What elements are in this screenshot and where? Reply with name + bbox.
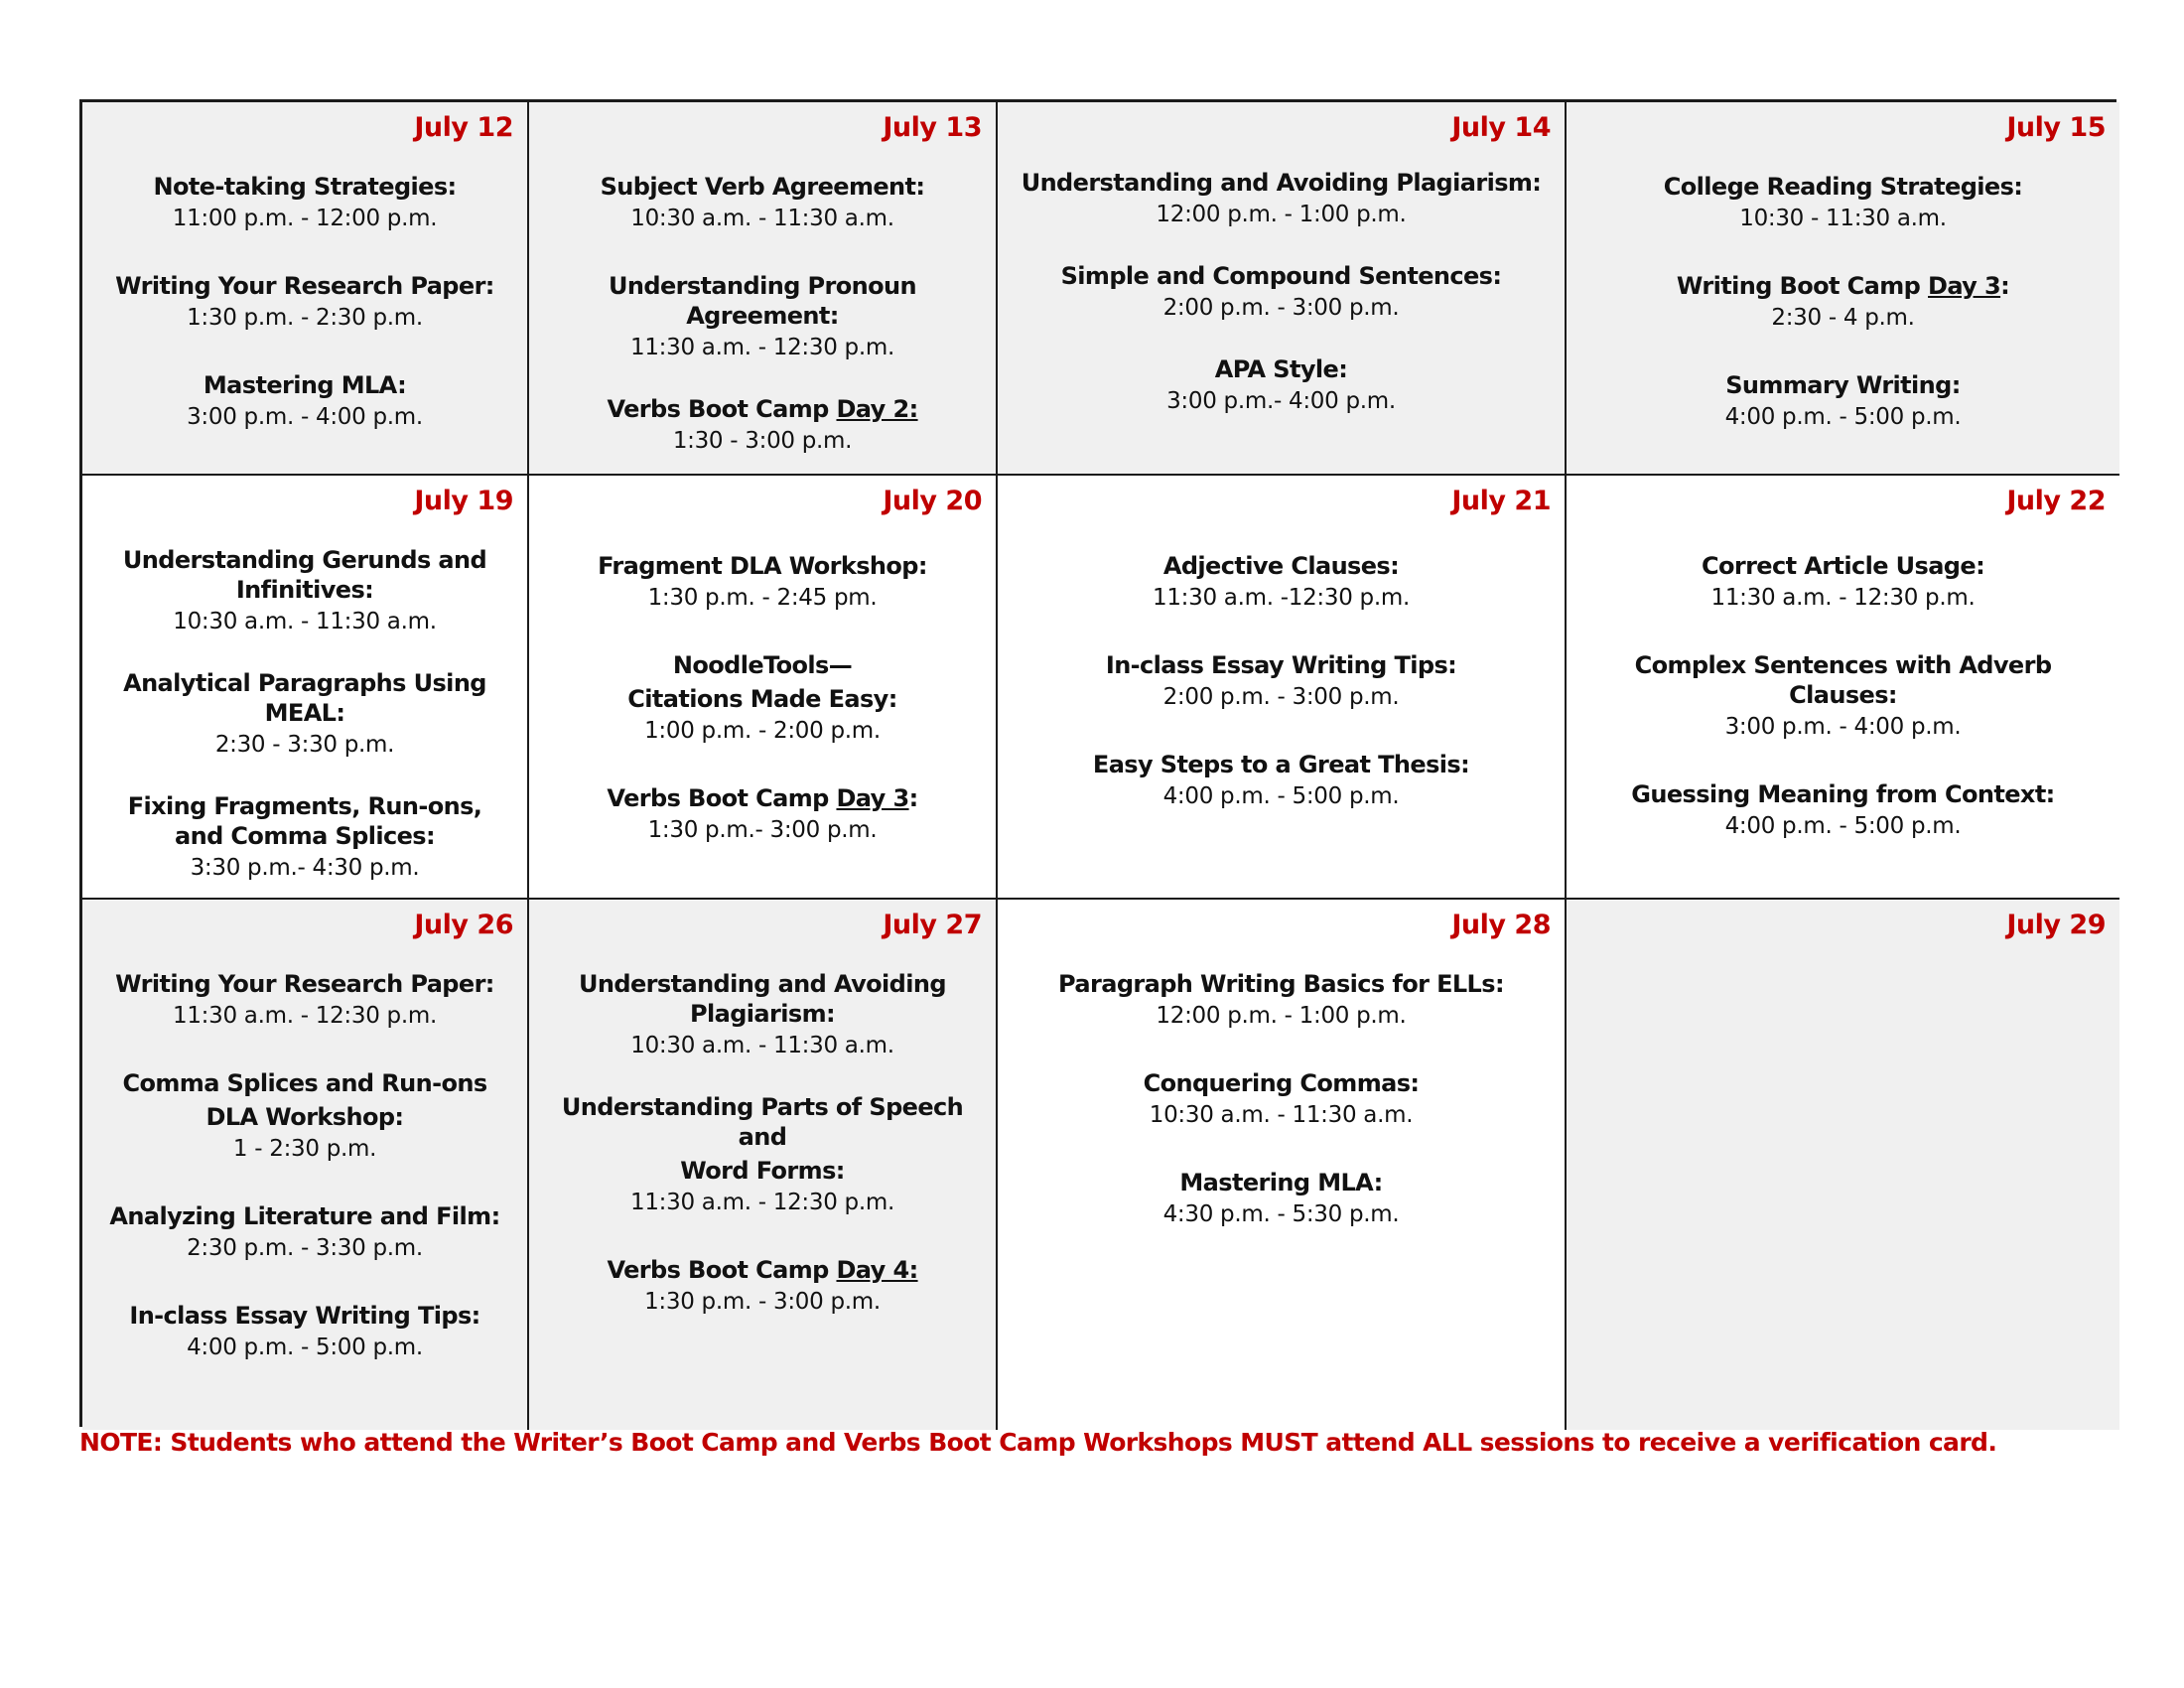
workshop-title [1584, 779, 2102, 809]
workshop-title-text: Fragment DLA Workshop: [598, 552, 927, 580]
workshop-title-text: Verbs Boot Camp [607, 1256, 837, 1284]
workshop-title [1016, 551, 1547, 581]
workshop-time: 2:30 - 4 p.m. [1771, 305, 1915, 331]
event-list [1567, 172, 2119, 470]
workshop-title [100, 1068, 509, 1098]
workshop-time: 10:30 a.m. - 11:30 a.m. [1149, 1102, 1414, 1128]
workshop-title-text: Writing Your Research Paper: [115, 272, 494, 300]
workshop-event [1567, 551, 2119, 615]
workshop-time: 1 - 2:30 p.m. [232, 1136, 377, 1162]
workshop-title [100, 1301, 509, 1331]
workshop-time: 11:30 a.m. - 12:30 p.m. [630, 1190, 894, 1215]
day-cell [82, 102, 529, 476]
workshop-title [1016, 750, 1547, 779]
workshop-title-text: Understanding and Avoiding Plagiarism: [1021, 169, 1542, 197]
day-date: July 22 [2006, 486, 2106, 516]
workshop-event [82, 545, 527, 638]
workshop-title [547, 1255, 978, 1285]
workshop-time: 11:30 a.m. - 12:30 p.m. [1710, 585, 1976, 611]
workshop-title [1016, 650, 1547, 680]
workshop-event [82, 271, 527, 335]
workshop-event [529, 271, 996, 364]
verification-note: NOTE: Students who attend the Writer’s Boot Camp and Verbs Boot Camp Workshops MUST attend ALL sessions to receive a verification card. [79, 1428, 1997, 1457]
workshop-title [547, 1092, 978, 1152]
workshop-event [998, 1168, 1565, 1231]
day-date: July 27 [883, 910, 982, 940]
event-list [529, 172, 996, 476]
workshop-title-line2: DLA Workshop: [205, 1103, 404, 1131]
workshop-event [1567, 172, 2119, 235]
event-list [998, 969, 1565, 1267]
workshop-time: 2:00 p.m. - 3:00 p.m. [1162, 684, 1400, 710]
workshop-event [998, 750, 1565, 813]
workshop-time: 12:00 p.m. - 1:00 p.m. [1156, 1003, 1407, 1029]
workshop-event [82, 172, 527, 235]
event-list [529, 969, 996, 1354]
day-cell [82, 900, 529, 1430]
workshop-title [1584, 271, 2102, 301]
workshop-title [100, 172, 509, 202]
workshop-title-text: Paragraph Writing Basics for ELLs: [1058, 970, 1504, 998]
day-cell [998, 476, 1567, 900]
workshop-title [547, 394, 978, 424]
workshop-time: 1:30 p.m. - 3:00 p.m. [644, 1289, 881, 1315]
workshop-event [1567, 779, 2119, 843]
workshop-event [82, 370, 527, 434]
day-date: July 21 [1451, 486, 1551, 516]
workshop-event [529, 1255, 996, 1319]
workshop-time: 4:00 p.m. - 5:00 p.m. [187, 1335, 423, 1360]
workshop-time: 10:30 a.m. - 11:30 a.m. [630, 1033, 894, 1058]
workshop-title-text: In-class Essay Writing Tips: [1105, 651, 1457, 679]
workshop-title [547, 271, 978, 331]
event-list [82, 545, 527, 900]
workshop-title-text: Understanding Parts of Speech and [561, 1093, 964, 1151]
day-cell [82, 476, 529, 900]
workshop-event [998, 650, 1565, 714]
day-date: July 28 [1451, 910, 1551, 940]
workshop-title [1016, 1068, 1547, 1098]
workshop-title [100, 668, 509, 728]
workshop-day-label: Day 3 [1928, 272, 2001, 300]
workshop-event [529, 969, 996, 1062]
workshop-title [100, 271, 509, 301]
workshop-title-text: In-class Essay Writing Tips: [129, 1302, 480, 1330]
workshop-title [1584, 551, 2102, 581]
day-date: July 26 [414, 910, 513, 940]
workshop-event [998, 168, 1565, 231]
workshop-title-text: Mastering MLA: [1179, 1169, 1383, 1196]
workshop-event [529, 1092, 996, 1219]
workshop-title-text: Writing Boot Camp [1676, 272, 1928, 300]
workshop-title [1016, 969, 1547, 999]
day-date: July 20 [883, 486, 982, 516]
workshop-title-line2: Word Forms: [680, 1157, 845, 1185]
workshop-time: 11:30 a.m. - 12:30 p.m. [630, 335, 894, 360]
workshop-event [82, 1301, 527, 1364]
event-list [998, 551, 1565, 849]
workshop-day-label: Day 4: [836, 1256, 918, 1284]
workshop-title-text: Analytical Paragraphs Using MEAL: [123, 669, 486, 727]
workshop-title-text: Understanding Gerunds and Infinitives: [122, 546, 487, 604]
day-date: July 12 [414, 112, 513, 143]
day-cell [1567, 102, 2119, 476]
workshop-event [82, 791, 527, 885]
workshop-title-text: Analyzing Literature and Film: [109, 1202, 500, 1230]
workshop-title-text: Fixing Fragments, Run-ons, and Comma Splices: [127, 792, 482, 850]
workshop-title-suffix: : [908, 784, 918, 812]
workshop-event [82, 668, 527, 762]
event-list [1567, 551, 2119, 879]
workshop-time: 10:30 a.m. - 11:30 a.m. [630, 206, 894, 231]
workshop-title-text: NoodleTools— [672, 651, 853, 679]
workshop-title-text: Writing Your Research Paper: [115, 970, 494, 998]
workshop-event [529, 650, 996, 748]
workshop-title-line2: Citations Made Easy: [627, 685, 897, 713]
workshop-event [998, 354, 1565, 418]
workshop-time: 1:00 p.m. - 2:00 p.m. [644, 718, 881, 744]
workshop-event [529, 172, 996, 235]
event-list [529, 551, 996, 883]
workshop-title [1584, 370, 2102, 400]
workshop-time: 4:00 p.m. - 5:00 p.m. [1724, 404, 1962, 430]
workshop-title-text: Conquering Commas: [1143, 1069, 1420, 1097]
workshop-title [547, 172, 978, 202]
day-cell [998, 102, 1567, 476]
workshop-event [998, 969, 1565, 1033]
workshop-title [1016, 1168, 1547, 1197]
day-cell [1567, 476, 2119, 900]
day-cell [1567, 900, 2119, 1430]
workshop-title [547, 650, 978, 680]
workshop-title [547, 551, 978, 581]
workshop-time: 10:30 a.m. - 11:30 a.m. [173, 609, 437, 634]
workshop-title-text: College Reading Strategies: [1663, 173, 2023, 201]
workshop-event [529, 394, 996, 458]
day-date: July 15 [2006, 112, 2106, 143]
event-list [82, 969, 527, 1400]
workshop-title [100, 1201, 509, 1231]
workshop-event [998, 1068, 1565, 1132]
workshop-title [1016, 354, 1547, 384]
day-cell [529, 900, 998, 1430]
workshop-event [82, 1068, 527, 1166]
workshop-time: 4:00 p.m. - 5:00 p.m. [1724, 813, 1962, 839]
workshop-time: 4:30 p.m. - 5:30 p.m. [1162, 1201, 1400, 1227]
workshop-title [547, 969, 978, 1029]
workshop-time: 2:00 p.m. - 3:00 p.m. [1162, 295, 1400, 321]
workshop-title-text: Simple and Compound Sentences: [1060, 262, 1502, 290]
workshop-time: 12:00 p.m. - 1:00 p.m. [1156, 202, 1407, 227]
workshop-title [100, 791, 509, 851]
workshop-event [82, 1201, 527, 1265]
workshop-event [529, 783, 996, 847]
workshop-title [547, 783, 978, 813]
workshop-title [1584, 172, 2102, 202]
workshop-time: 3:30 p.m.- 4:30 p.m. [190, 855, 420, 881]
workshop-title-text: Verbs Boot Camp [607, 784, 837, 812]
workshop-title-text: Complex Sentences with Adverb Clauses: [1634, 651, 2052, 709]
workshop-day-label: Day 2: [836, 395, 918, 423]
workshop-title [100, 545, 509, 605]
workshop-event [1567, 650, 2119, 744]
workshop-time: 11:30 a.m. - 12:30 p.m. [173, 1003, 437, 1029]
workshop-time: 3:00 p.m. - 4:00 p.m. [1724, 714, 1962, 740]
workshop-title-text: Correct Article Usage: [1701, 552, 1985, 580]
workshop-event [1567, 271, 2119, 335]
workshop-title [1584, 650, 2102, 710]
workshop-time: 3:00 p.m.- 4:00 p.m. [1166, 388, 1396, 414]
workshop-time: 2:30 - 3:30 p.m. [214, 732, 395, 758]
workshop-event [1567, 370, 2119, 434]
workshop-day-label: Day 3 [836, 784, 909, 812]
workshop-event [529, 551, 996, 615]
day-cell [529, 102, 998, 476]
day-date: July 19 [414, 486, 513, 516]
day-date: July 14 [1451, 112, 1551, 143]
workshop-title-text: Note-taking Strategies: [153, 173, 457, 201]
workshop-time: 11:00 p.m. - 12:00 p.m. [172, 206, 438, 231]
workshop-title-text: Easy Steps to a Great Thesis: [1092, 751, 1470, 778]
workshop-time: 1:30 p.m. - 2:30 p.m. [187, 305, 423, 331]
workshop-title-text: Understanding Pronoun Agreement: [609, 272, 916, 330]
workshop-title-text: Adjective Clauses: [1162, 552, 1400, 580]
event-list [82, 172, 527, 470]
day-cell [529, 476, 998, 900]
workshop-time: 11:30 a.m. -12:30 p.m. [1153, 585, 1410, 611]
event-list [998, 168, 1565, 448]
day-date: July 13 [883, 112, 982, 143]
workshop-time: 1:30 - 3:00 p.m. [672, 428, 853, 454]
workshop-time: 10:30 - 11:30 a.m. [1739, 206, 1947, 231]
workshop-event [82, 969, 527, 1033]
workshop-time: 4:00 p.m. - 5:00 p.m. [1162, 783, 1400, 809]
workshop-time: 3:00 p.m. - 4:00 p.m. [187, 404, 423, 430]
workshop-title [100, 969, 509, 999]
workshop-title-text: Summary Writing: [1725, 371, 1961, 399]
workshop-time: 2:30 p.m. - 3:30 p.m. [187, 1235, 423, 1261]
workshop-event [998, 551, 1565, 615]
day-date: July 29 [2006, 910, 2106, 940]
workshop-title-text: Verbs Boot Camp [607, 395, 837, 423]
workshop-time: 1:30 p.m.- 3:00 p.m. [647, 817, 878, 843]
workshop-title-text: APA Style: [1214, 355, 1348, 383]
workshop-title [100, 370, 509, 400]
workshop-title-text: Guessing Meaning from Context: [1631, 780, 2055, 808]
workshop-title-text: Understanding and Avoiding Plagiarism: [579, 970, 946, 1028]
workshop-title [1016, 261, 1547, 291]
workshop-title [1016, 168, 1547, 198]
workshop-title-text: Mastering MLA: [203, 371, 407, 399]
workshop-title-suffix: : [2000, 272, 2010, 300]
day-cell [998, 900, 1567, 1430]
workshop-calendar [79, 99, 2116, 1427]
workshop-title-text: Comma Splices and Run-ons [122, 1069, 487, 1097]
workshop-time: 1:30 p.m. - 2:45 pm. [647, 585, 878, 611]
workshop-event [998, 261, 1565, 325]
workshop-title-text: Subject Verb Agreement: [600, 173, 925, 201]
